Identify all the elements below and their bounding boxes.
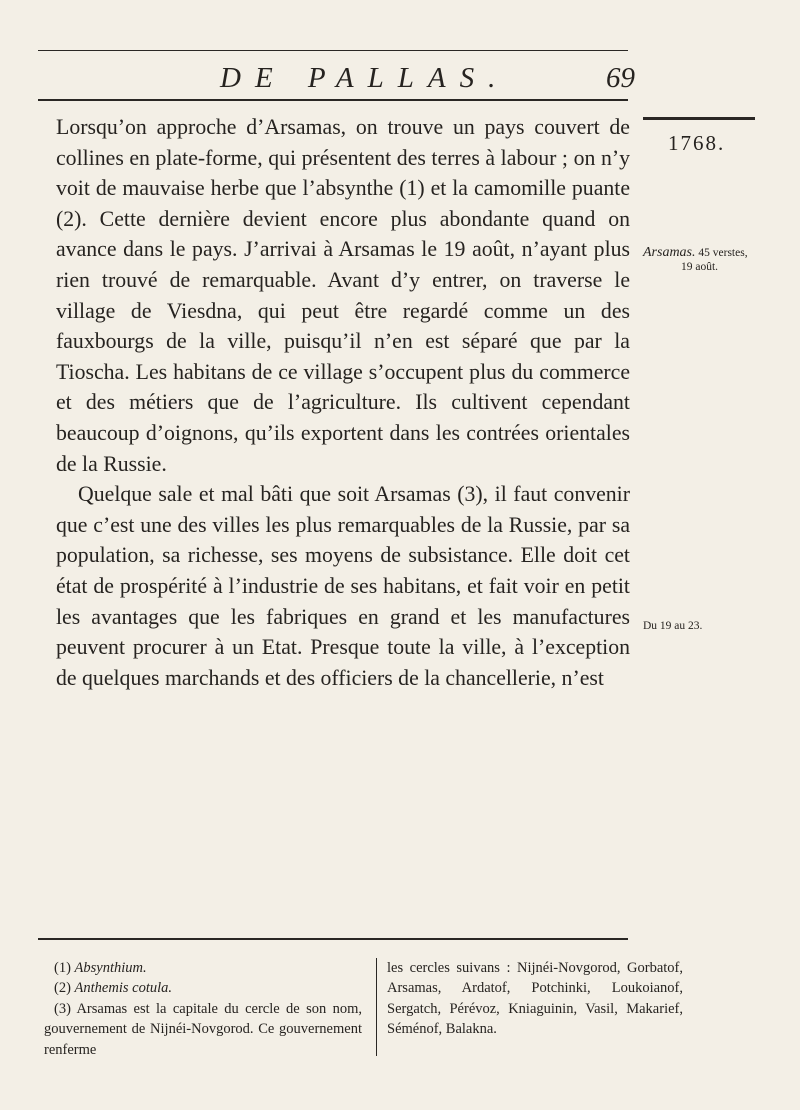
margin-note-arsamas	[643, 246, 763, 274]
margin-year: 1768.	[668, 131, 726, 155]
footnote-2-text: Anthemis cotula.	[74, 980, 173, 997]
page-number: 69	[606, 62, 635, 94]
footnote-3: (3) Arsamas est la capitale du cercle de son nom, gouvernement de Nijnéi-Novgorod. Ce gouvernement renferme	[44, 1000, 362, 1058]
paragraph-1: Lorsqu’on approche d’Arsamas, on trouve un pays couvert de collines en plate-forme, qui présentent des terres à labour ; on n’y voit de mauvaise herbe que l’absynthe (1) et la camomille puante (2). Cette dernière devient encore plus abondante quand on avance dans le pays. J’arrivai à Arsamas le 19 août, n’ayant plus rien trouvé de remarquable. Avant d’y entrer, on traverse le village de Viesdna, qui peut être regardé comme un des fauxbourgs de la ville, puisqu’il n’en est séparé que par la Tioscha. Les habitans de ce village s’occupent plus du commerce et des métiers que de l’agriculture. Ils cultivent cependant beaucoup d’oignons, qu’ils exportent dans les contrées orientales de la Russie.	[56, 115, 630, 476]
footnotes-left-column	[44, 958, 362, 1060]
footnote-1-text: Absynthium.	[74, 960, 147, 976]
footnote-2	[44, 978, 362, 998]
margin-note-range	[643, 619, 763, 633]
footnotes-right-column	[376, 958, 683, 1056]
running-header	[220, 62, 635, 98]
top-rule-thin	[38, 50, 628, 51]
header-rule	[38, 99, 628, 101]
paragraph-2: Quelque sale et mal bâti que soit Arsamas (3), il faut convenir que c’est une des villes les plus remarquables de la Russie, par sa population, sa richesse, ses moyens de subsistance. Elle doit cet état de prospérité à l’industrie de ses habitans, et fait voir en petit les avantages que les fabriques en grand et les manufactures peuvent procurer à un Etat. Presque toute la ville, à l’exception de quelques marchands et des officiers de la chancellerie, n’est	[56, 482, 630, 690]
footnote-1	[44, 958, 362, 978]
footnote-2-mark: (2)	[54, 980, 75, 997]
margin-note-place: Arsamas.	[643, 245, 696, 260]
main-text	[56, 112, 630, 693]
margin-note-date: 19 août.	[681, 261, 719, 273]
footnote-1-mark: (1)	[54, 960, 75, 976]
margin-note-distance: 45 verstes,	[695, 247, 748, 259]
margin-note-range-text: Du 19 au 23.	[643, 620, 703, 632]
header-title: DE PALLAS.	[220, 62, 510, 94]
footnote-rule	[38, 938, 628, 940]
footnote-3-continued: les cercles suivans : Nijnéi-Novgorod, Gorbatof, Arsamas, Ardatof, Potchinki, Loukoianof, Sergatch, Pérévoz, Kniaguinin, Vasil, Makarief, Séménof, Balakna.	[387, 960, 683, 1038]
year-rule	[643, 117, 755, 120]
